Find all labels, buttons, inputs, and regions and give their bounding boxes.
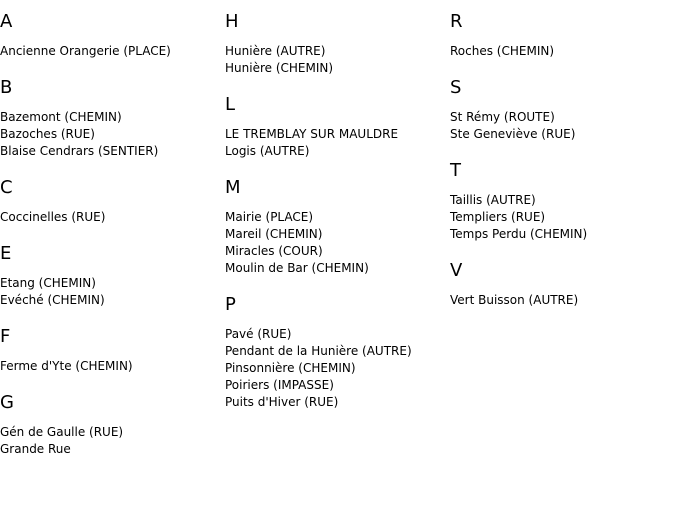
letter-group [0, 242, 220, 309]
street-link[interactable]: LE TREMBLAY SUR MAULDRE [225, 127, 399, 141]
street-link[interactable]: Taillis (AUTRE) [450, 193, 536, 207]
street-link[interactable]: Puits d'Hiver (RUE) [225, 395, 339, 409]
street-link[interactable]: Pinsonnière (CHEMIN) [225, 361, 356, 375]
street-link[interactable]: Vert Buisson (AUTRE) [450, 293, 579, 307]
street-link[interactable]: Miracles (COUR) [225, 244, 323, 258]
letter-heading: M [225, 177, 241, 198]
street-link[interactable]: Gén de Gaulle (RUE) [0, 425, 124, 439]
street-link[interactable]: Coccinelles (RUE) [0, 210, 106, 224]
letter-heading: R [450, 11, 463, 32]
street-link[interactable]: Logis (AUTRE) [225, 144, 310, 158]
street-link[interactable]: Evéché (CHEMIN) [0, 293, 105, 307]
street-link[interactable]: Bazemont (CHEMIN) [0, 110, 122, 124]
letter-group [0, 76, 220, 160]
street-link[interactable]: Poiriers (IMPASSE) [225, 378, 334, 392]
letter-heading: L [225, 94, 236, 115]
letter-group [225, 10, 445, 77]
letter-heading: B [0, 77, 13, 98]
street-link[interactable]: Ste Geneviève (RUE) [450, 127, 576, 141]
street-link[interactable]: Hunière (AUTRE) [225, 44, 326, 58]
street-link[interactable]: Templiers (RUE) [450, 210, 546, 224]
index-column-1 [0, 10, 220, 474]
letter-group [0, 10, 220, 60]
letter-group [450, 76, 670, 143]
letter-group [225, 293, 445, 411]
letter-group [225, 176, 445, 277]
letter-heading: E [0, 243, 12, 264]
letter-group [450, 259, 670, 309]
street-link[interactable]: Etang (CHEMIN) [0, 276, 96, 290]
street-link[interactable]: Grande Rue [0, 442, 71, 456]
letter-heading: C [0, 177, 13, 198]
letter-heading: H [225, 11, 239, 32]
letter-heading: F [0, 326, 11, 347]
letter-heading: A [0, 11, 13, 32]
street-link[interactable]: Ancienne Orangerie (PLACE) [0, 44, 171, 58]
letter-group [0, 391, 220, 458]
letter-group [450, 10, 670, 60]
street-link[interactable]: St Rémy (ROUTE) [450, 110, 555, 124]
index-column-3 [450, 10, 670, 325]
letter-heading: P [225, 294, 236, 315]
street-link[interactable]: Blaise Cendrars (SENTIER) [0, 144, 159, 158]
street-link[interactable]: Moulin de Bar (CHEMIN) [225, 261, 369, 275]
letter-group [0, 176, 220, 226]
letter-heading: T [450, 160, 461, 181]
street-link[interactable]: Pendant de la Hunière (AUTRE) [225, 344, 412, 358]
index-column-2 [225, 10, 445, 427]
street-link[interactable]: Hunière (CHEMIN) [225, 61, 334, 75]
street-link[interactable]: Mareil (CHEMIN) [225, 227, 323, 241]
letter-heading: S [450, 77, 462, 98]
street-link[interactable]: Mairie (PLACE) [225, 210, 314, 224]
street-link[interactable]: Temps Perdu (CHEMIN) [450, 227, 588, 241]
letter-group [450, 159, 670, 243]
street-link[interactable]: Ferme d'Yte (CHEMIN) [0, 359, 133, 373]
street-link[interactable]: Roches (CHEMIN) [450, 44, 555, 58]
letter-heading: V [450, 260, 463, 281]
letter-heading: G [0, 392, 14, 413]
letter-group [0, 325, 220, 375]
letter-group [225, 93, 445, 160]
street-link[interactable]: Pavé (RUE) [225, 327, 292, 341]
street-link[interactable]: Bazoches (RUE) [0, 127, 95, 141]
